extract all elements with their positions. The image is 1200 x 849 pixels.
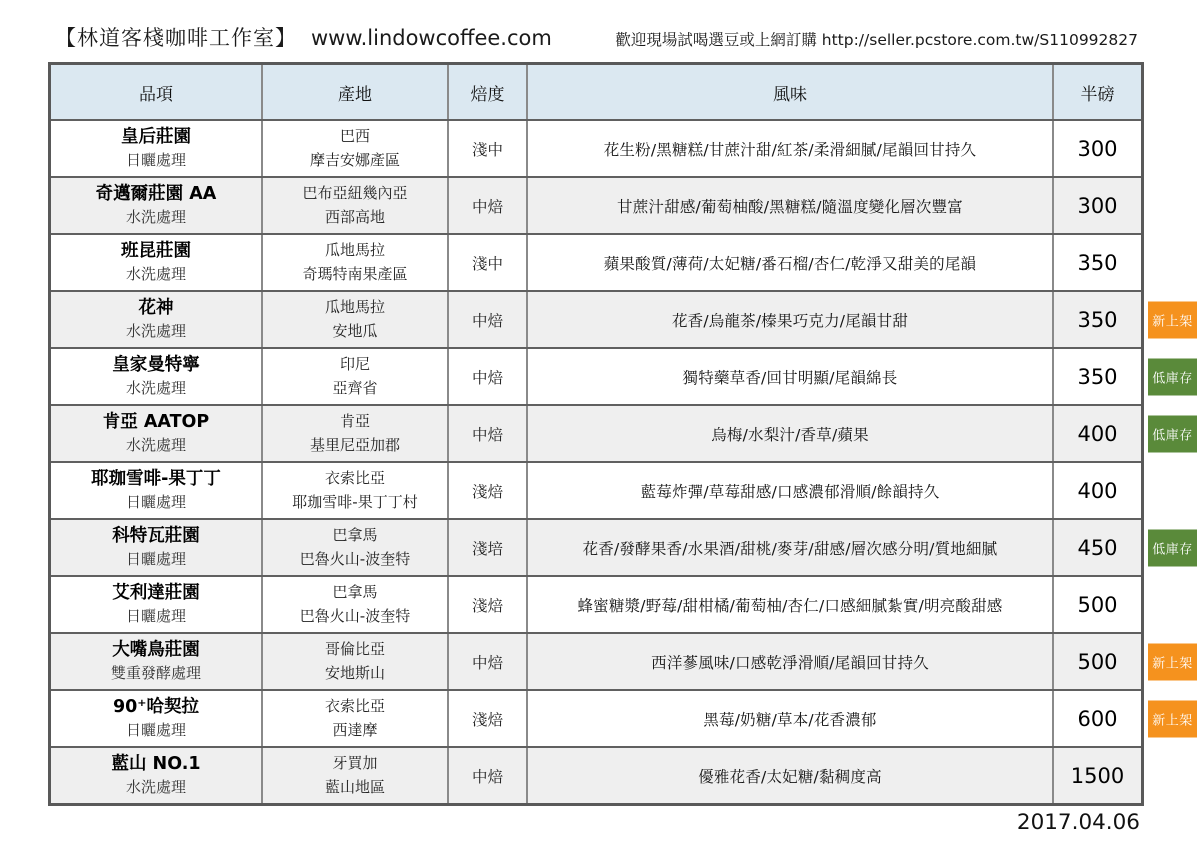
origin-region: 奇瑪特南果產區 [302, 264, 408, 283]
roast-cell: 中焙 [449, 634, 528, 689]
item-name: 科特瓦莊園 [112, 525, 200, 546]
price-cell: 300 [1077, 136, 1118, 161]
table-row [51, 577, 1141, 634]
origin-region: 西達摩 [332, 720, 378, 739]
status-badge: 新上架 [1148, 643, 1197, 680]
item-cell [51, 691, 263, 746]
item-process: 日曬處理 [125, 607, 186, 626]
origin-cell [263, 406, 449, 461]
origin-cell [263, 292, 449, 347]
item-process: 水洗處理 [125, 436, 186, 455]
item-process: 日曬處理 [125, 721, 186, 740]
roast-cell: 中焙 [449, 748, 528, 803]
page-header [0, 0, 1200, 62]
origin-region: 安地斯山 [324, 663, 385, 682]
order-info: 歡迎現場試喝選豆或上網訂購 http://seller.pcstore.com.tw/S110992827 [615, 31, 1138, 49]
item-cell [51, 121, 263, 176]
item-cell [51, 634, 263, 689]
item-process: 水洗處理 [125, 379, 186, 398]
item-name: 大嘴鳥莊園 [112, 639, 200, 660]
table-header-row [51, 65, 1141, 121]
table-row [51, 406, 1193, 463]
price-cell: 350 [1077, 250, 1118, 275]
price-cell: 500 [1077, 649, 1118, 674]
item-process: 日曬處理 [125, 493, 186, 512]
item-name: 藍山 NO.1 [111, 753, 201, 774]
item-name: 肯亞 AATOP [102, 411, 210, 432]
item-cell [51, 406, 263, 461]
col-header-item: 品項 [51, 65, 263, 119]
origin-country: 巴拿馬 [332, 526, 378, 545]
item-process: 水洗處理 [125, 208, 186, 227]
flavor-cell: 甘蔗汁甜感/葡萄柚酸/黑糖糕/隨溫度變化層次豐富 [528, 178, 1054, 233]
price-cell: 400 [1077, 421, 1118, 446]
flavor-cell: 烏梅/水梨汁/香草/蘋果 [528, 406, 1054, 461]
shop-name: 【林道客棧咖啡工作室】 [55, 26, 297, 50]
item-name: 班昆莊園 [121, 240, 191, 261]
flavor-cell: 獨特藥草香/回甘明顯/尾韻綿長 [528, 349, 1054, 404]
origin-cell [263, 463, 449, 518]
item-cell [51, 349, 263, 404]
origin-country: 牙買加 [332, 754, 378, 773]
origin-region: 西部高地 [324, 207, 385, 226]
item-cell [51, 748, 263, 803]
roast-cell: 淺中 [449, 121, 528, 176]
table-row [51, 463, 1141, 520]
col-header-origin: 產地 [263, 65, 449, 119]
origin-country: 巴拿馬 [332, 583, 378, 602]
roast-cell: 淺中 [449, 235, 528, 290]
flavor-cell: 花香/烏龍茶/榛果巧克力/尾韻甘甜 [528, 292, 1054, 347]
roast-cell: 中焙 [449, 406, 528, 461]
origin-cell [263, 178, 449, 233]
item-process: 水洗處理 [125, 778, 186, 797]
item-process: 水洗處理 [125, 322, 186, 341]
item-name: 艾利達莊園 [112, 582, 200, 603]
flavor-cell: 藍莓炸彈/草莓甜感/口感濃郁滑順/餘韻持久 [528, 463, 1054, 518]
origin-cell [263, 748, 449, 803]
table-row [51, 691, 1193, 748]
price-table [48, 62, 1193, 806]
origin-region: 巴魯火山-波奎特 [299, 549, 411, 568]
status-badge: 新上架 [1148, 301, 1197, 338]
roast-cell: 中焙 [449, 178, 528, 233]
price-cell: 1500 [1070, 763, 1125, 788]
origin-country: 衣索比亞 [324, 697, 385, 716]
origin-country: 瓜地馬拉 [324, 241, 385, 260]
item-process: 水洗處理 [125, 265, 186, 284]
origin-cell [263, 691, 449, 746]
origin-region: 亞齊省 [332, 378, 378, 397]
origin-region: 基里尼亞加郡 [309, 435, 400, 454]
flavor-cell: 花生粉/黑糖糕/甘蔗汁甜/紅茶/柔滑細膩/尾韻回甘持久 [528, 121, 1054, 176]
table-row [51, 349, 1193, 406]
origin-cell [263, 349, 449, 404]
table-row [51, 235, 1141, 292]
table-row [51, 292, 1193, 349]
origin-region: 藍山地區 [324, 777, 385, 796]
table-body [51, 121, 1193, 803]
origin-country: 巴西 [339, 127, 370, 146]
status-badge: 低庫存 [1148, 529, 1197, 566]
shop-website: www.lindowcoffee.com [311, 26, 552, 50]
origin-region: 安地瓜 [332, 321, 378, 340]
status-badge: 低庫存 [1148, 415, 1197, 452]
origin-cell [263, 121, 449, 176]
item-name: 花神 [138, 297, 174, 318]
roast-cell: 淺培 [449, 520, 528, 575]
origin-cell [263, 520, 449, 575]
origin-country: 衣索比亞 [324, 469, 385, 488]
table-row [51, 748, 1141, 803]
origin-country: 瓜地馬拉 [324, 298, 385, 317]
item-process: 日曬處理 [125, 151, 186, 170]
item-cell [51, 520, 263, 575]
header-left [55, 22, 552, 52]
flavor-cell: 蜂蜜糖漿/野莓/甜柑橘/葡萄柚/杏仁/口感細膩紮實/明亮酸甜感 [528, 577, 1054, 632]
status-badge: 新上架 [1148, 700, 1197, 737]
roast-cell: 中焙 [449, 349, 528, 404]
flavor-cell: 優雅花香/太妃糖/黏稠度高 [528, 748, 1054, 803]
roast-cell: 淺焙 [449, 691, 528, 746]
item-cell [51, 577, 263, 632]
item-process: 雙重發酵處理 [110, 664, 201, 683]
price-cell: 400 [1077, 478, 1118, 503]
flavor-cell: 蘋果酸質/薄荷/太妃糖/番石榴/杏仁/乾淨又甜美的尾韻 [528, 235, 1054, 290]
origin-region: 巴魯火山-波奎特 [299, 606, 411, 625]
table-row [51, 634, 1193, 691]
col-header-roast: 焙度 [449, 65, 528, 119]
col-header-flavor: 風味 [528, 65, 1054, 119]
table-row [51, 178, 1141, 235]
flavor-cell: 黑莓/奶糖/草本/花香濃郁 [528, 691, 1054, 746]
flavor-cell: 花香/發酵果香/水果酒/甜桃/麥芽/甜感/層次感分明/質地細膩 [528, 520, 1054, 575]
item-name: 皇家曼特寧 [112, 354, 200, 375]
roast-cell: 中焙 [449, 292, 528, 347]
origin-region: 耶珈雪啡-果丁丁村 [292, 492, 418, 511]
item-cell [51, 292, 263, 347]
price-cell: 500 [1077, 592, 1118, 617]
item-name: 奇邁爾莊園 AA [95, 183, 217, 204]
origin-country: 肯亞 [339, 412, 370, 431]
item-process: 日曬處理 [125, 550, 186, 569]
flavor-cell: 西洋蔘風味/口感乾淨滑順/尾韻回甘持久 [528, 634, 1054, 689]
table-row [51, 520, 1193, 577]
origin-cell [263, 235, 449, 290]
roast-cell: 淺焙 [449, 463, 528, 518]
price-cell: 450 [1077, 535, 1118, 560]
item-cell [51, 463, 263, 518]
origin-country: 巴布亞紐幾內亞 [302, 184, 408, 203]
item-cell [51, 178, 263, 233]
item-cell [51, 235, 263, 290]
table-row [51, 121, 1141, 178]
col-header-price: 半磅 [1080, 84, 1115, 105]
status-badge: 低庫存 [1148, 358, 1197, 395]
item-name: 皇后莊園 [121, 126, 191, 147]
item-name: 90⁺哈契拉 [112, 696, 200, 717]
origin-region: 摩吉安娜產區 [309, 150, 400, 169]
price-cell: 350 [1077, 307, 1118, 332]
origin-country: 印尼 [339, 355, 370, 374]
price-cell: 600 [1077, 706, 1118, 731]
origin-cell [263, 634, 449, 689]
price-cell: 350 [1077, 364, 1118, 389]
date-label: 2017.04.06 [1016, 810, 1140, 835]
roast-cell: 淺焙 [449, 577, 528, 632]
origin-cell [263, 577, 449, 632]
origin-country: 哥倫比亞 [324, 640, 385, 659]
item-name: 耶珈雪啡-果丁丁 [91, 468, 221, 489]
price-cell: 300 [1077, 193, 1118, 218]
